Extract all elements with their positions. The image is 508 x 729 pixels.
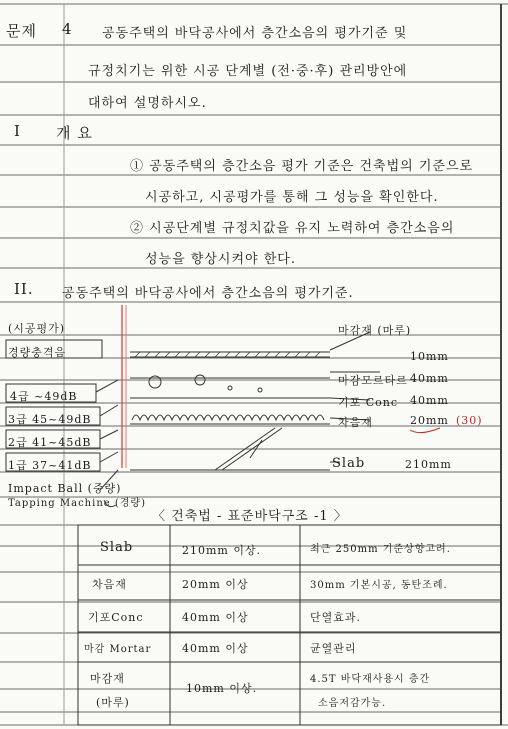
section1-item2-line1: ② 시공단계별 규정치값을 유지 노력하여 층간소음의 bbox=[130, 221, 455, 236]
layer-label-finish: 마감재 (마루) bbox=[338, 324, 412, 337]
table-row-3-item: 기포Conc bbox=[88, 611, 144, 624]
question-number: 4 bbox=[62, 20, 73, 38]
table-row-3-note: 단열효과. bbox=[310, 611, 362, 624]
table-row-2-item: 차음재 bbox=[92, 578, 127, 591]
section2-title: 공동주택의 바닥공사에서 층간소음의 평가기준. bbox=[62, 286, 354, 301]
question-label: 문제 bbox=[6, 22, 37, 40]
diagram-label-grade4: 4급 ~49dB bbox=[10, 390, 78, 403]
layer-label-mortar: 마감모르타르 bbox=[338, 374, 408, 387]
diagram-label-grade1: 1급 37~41dB bbox=[8, 459, 92, 472]
table-row-1-item: Slab bbox=[100, 540, 134, 555]
diagram-label-tapping-machine: Tapping Machine (경량) bbox=[8, 498, 146, 509]
layer-value-insulation-note: (30) bbox=[456, 414, 483, 427]
table-row-4-note: 균열관리 bbox=[310, 642, 357, 655]
layer-value-finish: 10mm bbox=[410, 350, 449, 363]
table-row-3-spec: 40mm 이상 bbox=[182, 611, 249, 624]
layer-label-insulation: 차음재 bbox=[338, 416, 373, 429]
question-line-3: 대하여 설명하시오. bbox=[88, 96, 207, 111]
section1-item2-line2: 성능을 향상시켜야 한다. bbox=[145, 252, 296, 267]
layer-value-mortar: 40mm bbox=[410, 372, 449, 385]
section1-item1-line2: 시공하고, 시공평가를 통해 그 성능을 확인한다. bbox=[145, 190, 439, 205]
question-line-1: 공동주택의 바닥공사에서 층간소음의 평가기준 및 bbox=[102, 26, 408, 41]
layer-label-slab: Slab bbox=[332, 456, 366, 471]
table-row-2-spec: 20mm 이상 bbox=[182, 578, 249, 591]
diagram-label-grade2: 2급 41~45dB bbox=[8, 436, 92, 449]
table-row-1-note: 최근 250mm 기준상향고려. bbox=[310, 544, 451, 555]
section2-numeral: II. bbox=[14, 280, 34, 298]
table-row-5-note-2: 소음저감가능. bbox=[318, 698, 387, 709]
table-row-5-spec: 10mm 이상. bbox=[186, 682, 258, 695]
section1-title: 개 요 bbox=[56, 124, 93, 142]
layer-label-foam-concrete: 기포 Conc bbox=[338, 396, 399, 409]
diagram-label-evaluation: (시공평가) bbox=[8, 322, 66, 335]
table-row-1-spec: 210mm 이상. bbox=[182, 544, 262, 557]
diagram-label-impact-ball: Impact Ball (중량) bbox=[8, 482, 122, 495]
layer-value-insulation: 20mm bbox=[410, 414, 449, 427]
table-row-4-item: 마감 Mortar bbox=[84, 644, 152, 655]
diagram-label-grade3: 3급 45~49dB bbox=[8, 413, 92, 426]
layer-value-foam-concrete: 40mm bbox=[410, 394, 449, 407]
section1-numeral: I bbox=[14, 122, 21, 140]
table-row-5-item-sub: (마루) bbox=[96, 696, 130, 709]
section1-item1-line1: ① 공동주택의 층간소음 평가 기준은 건축법의 기준으로 bbox=[130, 159, 474, 174]
diagram-label-light-impact: 경량충격음 bbox=[8, 346, 67, 359]
question-line-2: 규정치기는 위한 시공 단계별 (전·중·후) 관리방안에 bbox=[88, 64, 408, 79]
table-row-5-item: 마감재 bbox=[90, 672, 125, 685]
table-row-2-note: 30mm 기본시공, 동탄조례. bbox=[310, 580, 448, 591]
table-row-4-spec: 40mm 이상 bbox=[182, 642, 249, 655]
table-row-5-note: 4.5T 바닥재사용시 층간 bbox=[310, 674, 431, 685]
table-caption: 〈 건축법 - 표준바닥구조 -1 〉 bbox=[152, 509, 348, 524]
layer-value-slab: 210mm bbox=[405, 458, 452, 471]
